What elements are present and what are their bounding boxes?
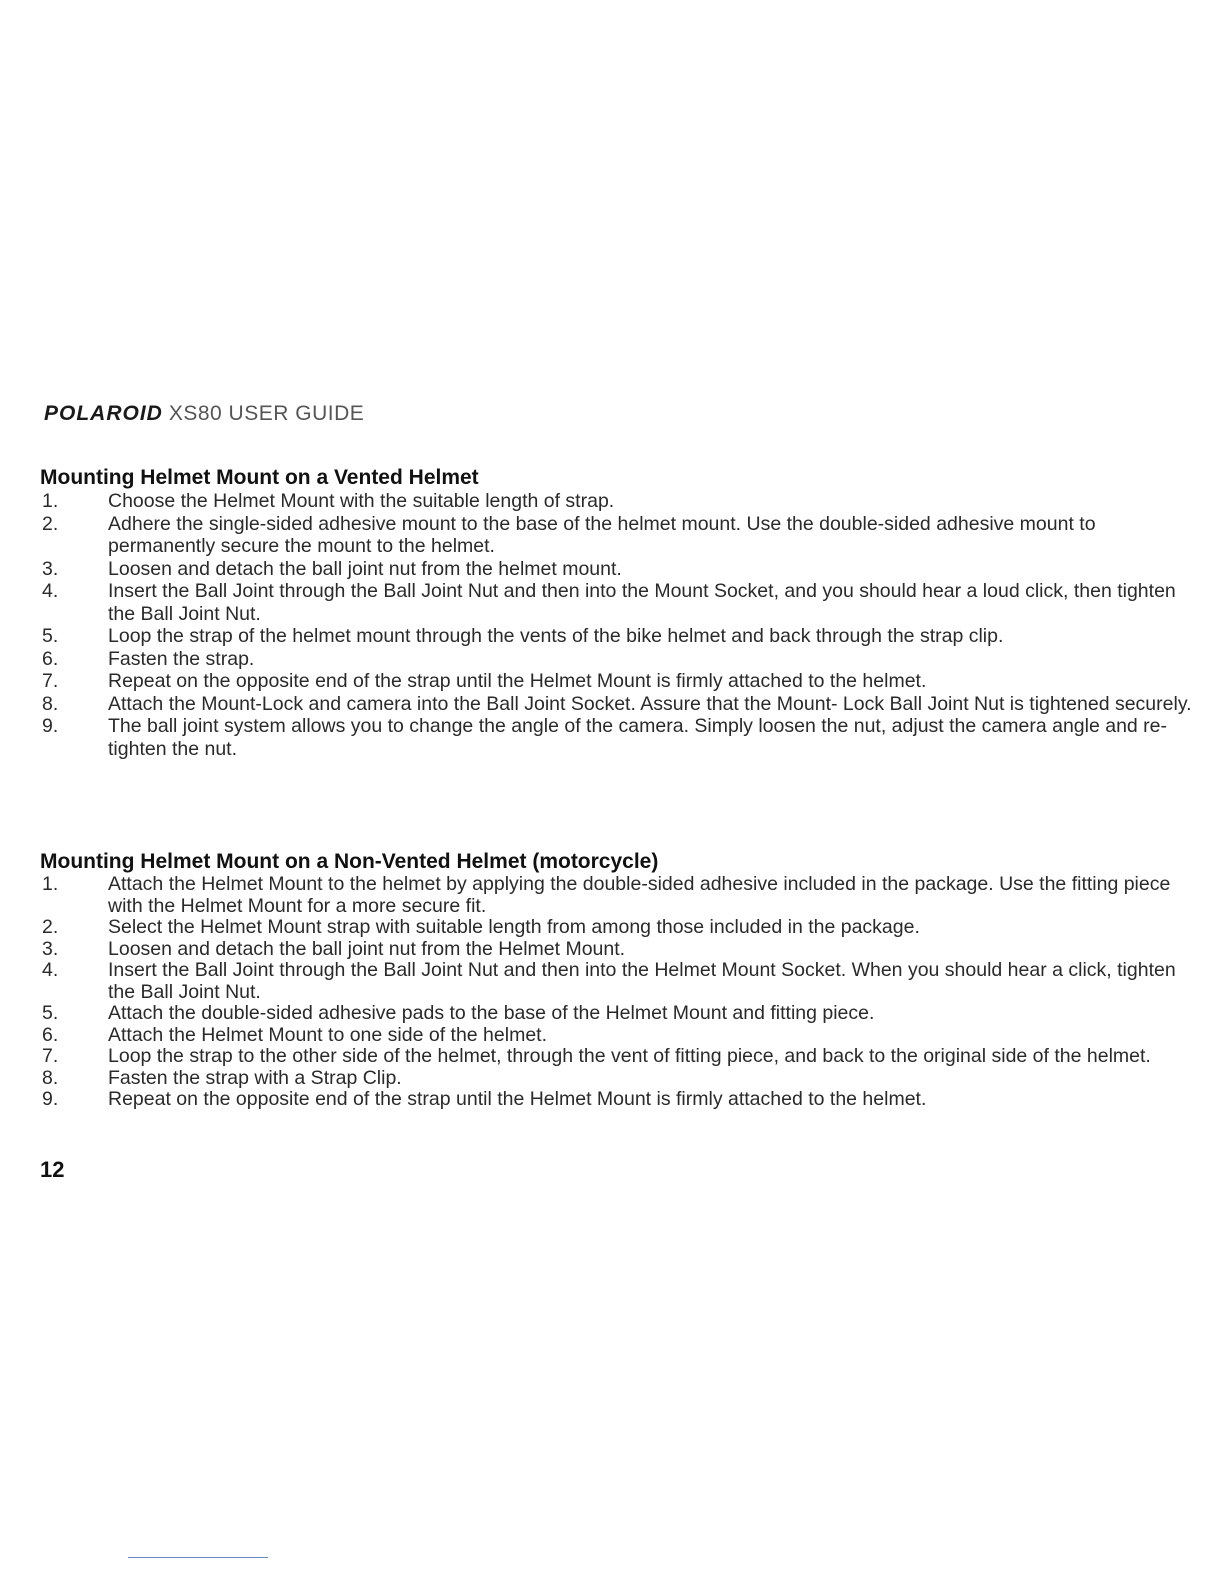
step-text: Adhere the single-sided adhesive mount to the base of the helmet mount. Use the double-sided adhesive mount to permanently secure the mount to the helmet. bbox=[108, 512, 1096, 557]
step-list bbox=[40, 490, 1200, 760]
step-item bbox=[40, 558, 1200, 581]
step-item bbox=[40, 625, 1200, 648]
step-text: Loosen and detach the ball joint nut from the Helmet Mount. bbox=[108, 937, 626, 960]
step-item bbox=[40, 670, 1200, 693]
page-number: 12 bbox=[40, 1157, 65, 1182]
step-number: 2. bbox=[42, 916, 59, 938]
step-text: Attach the Helmet Mount to one side of the helmet. bbox=[108, 1023, 547, 1046]
section-title: Mounting Helmet Mount on a Non-Vented Helmet (motorcycle) bbox=[40, 850, 659, 873]
step-text: Fasten the strap. bbox=[108, 647, 255, 670]
step-number: 9. bbox=[42, 1088, 59, 1110]
step-text: Attach the Helmet Mount to the helmet by applying the double-sided adhesive included in the package. Use the fitting piece with the Helmet Mount for a more secure fit. bbox=[108, 873, 1171, 917]
step-item bbox=[40, 513, 1200, 558]
step-item bbox=[40, 917, 1200, 939]
step-text: Fasten the strap with a Strap Clip. bbox=[108, 1066, 402, 1089]
step-item bbox=[40, 874, 1200, 917]
step-item bbox=[40, 1003, 1200, 1025]
step-item bbox=[40, 648, 1200, 671]
step-number: 1. bbox=[42, 490, 59, 512]
step-number: 9. bbox=[42, 715, 59, 737]
step-item bbox=[40, 715, 1200, 760]
step-item bbox=[40, 1089, 1200, 1111]
step-number: 4. bbox=[42, 959, 59, 981]
step-number: 3. bbox=[42, 937, 59, 960]
step-text: Insert the Ball Joint through the Ball Joint Nut and then into the Helmet Mount Socket. When you should hear a click, tighten the Ball Joint Nut. bbox=[108, 959, 1176, 1003]
step-number: 8. bbox=[42, 692, 59, 715]
step-item bbox=[40, 939, 1200, 961]
step-number: 5. bbox=[42, 625, 59, 647]
section-vented-helmet bbox=[40, 466, 1200, 760]
step-text: Insert the Ball Joint through the Ball Joint Nut and then into the Mount Socket, and you should hear a loud click, then tighten the Ball Joint Nut. bbox=[108, 580, 1176, 625]
step-item bbox=[40, 1025, 1200, 1047]
step-number: 4. bbox=[42, 580, 59, 602]
step-item bbox=[40, 1068, 1200, 1090]
step-number: 3. bbox=[42, 557, 59, 580]
footer-divider bbox=[128, 1557, 268, 1558]
step-text: Attach the Mount-Lock and camera into the Ball Joint Socket. Assure that the Mount- Lock Ball Joint Nut is tightened securely. bbox=[108, 692, 1192, 715]
step-item bbox=[40, 693, 1200, 716]
step-number: 6. bbox=[42, 647, 59, 670]
guide-title: XS80 USER GUIDE bbox=[168, 402, 365, 425]
step-text: Repeat on the opposite end of the strap until the Helmet Mount is firmly attached to the helmet. bbox=[108, 1088, 927, 1110]
step-number: 7. bbox=[42, 670, 59, 692]
step-number: 8. bbox=[42, 1066, 59, 1089]
step-text: Loop the strap to the other side of the helmet, through the vent of fitting piece, and back to the original side of the helmet. bbox=[108, 1045, 1151, 1067]
step-text: Loop the strap of the helmet mount through the vents of the bike helmet and back through the strap clip. bbox=[108, 625, 1004, 647]
step-text: Select the Helmet Mount strap with suitable length from among those included in the package. bbox=[108, 916, 920, 938]
step-list bbox=[40, 874, 1200, 1111]
step-text: Repeat on the opposite end of the strap until the Helmet Mount is firmly attached to the helmet. bbox=[108, 670, 927, 692]
section-non-vented-helmet bbox=[40, 850, 1200, 1111]
step-number: 6. bbox=[42, 1023, 59, 1046]
step-number: 5. bbox=[42, 1002, 59, 1024]
step-item bbox=[40, 960, 1200, 1003]
step-text: Loosen and detach the ball joint nut from the helmet mount. bbox=[108, 557, 622, 580]
step-text: Choose the Helmet Mount with the suitable length of strap. bbox=[108, 490, 615, 512]
step-item bbox=[40, 1046, 1200, 1068]
step-item bbox=[40, 490, 1200, 513]
step-number: 7. bbox=[42, 1045, 59, 1067]
step-item bbox=[40, 580, 1200, 625]
step-text: Attach the double-sided adhesive pads to the base of the Helmet Mount and fitting piece. bbox=[108, 1002, 875, 1024]
section-title: Mounting Helmet Mount on a Vented Helmet bbox=[40, 466, 479, 489]
step-number: 1. bbox=[42, 873, 59, 895]
step-text: The ball joint system allows you to change the angle of the camera. Simply loosen the nut, adjust the camera angle and re-tighten the nut. bbox=[108, 715, 1168, 760]
running-header bbox=[44, 402, 364, 426]
brand-name: POLAROID bbox=[44, 402, 163, 425]
step-number: 2. bbox=[42, 512, 59, 535]
